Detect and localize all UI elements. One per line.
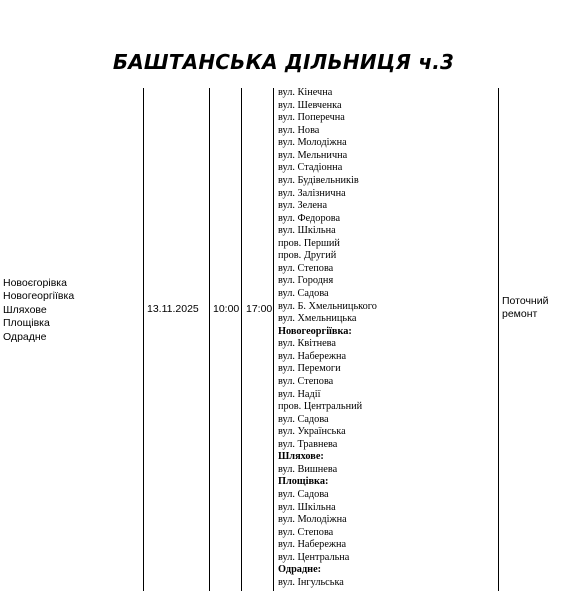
- street-item: вул. Б. Хмельницького: [278, 300, 377, 312]
- table-divider: [143, 88, 144, 591]
- street-item: вул. Поперечна: [278, 112, 345, 124]
- street-item: вул. Шкільна: [278, 225, 336, 237]
- street-item: вул. Хмельницька: [278, 313, 357, 325]
- street-item: вул. Вишнева: [278, 463, 338, 475]
- outage-date: 13.11.2025: [147, 303, 199, 315]
- settlement-heading: Шляхове:: [278, 451, 324, 463]
- street-item: вул. Нова: [278, 124, 320, 136]
- street-item: вул. Молодіжна: [278, 137, 347, 149]
- street-item: вул. Мельнична: [278, 149, 348, 161]
- page-title: БАШТАНСЬКА ДІЛЬНИЦЯ ч.3: [112, 50, 455, 74]
- streets-list: [278, 87, 498, 590]
- street-item: вул. Українська: [278, 426, 346, 438]
- street-item: вул. Степова: [278, 262, 334, 274]
- street-item: вул. Федорова: [278, 212, 341, 224]
- street-item: вул. Садова: [278, 413, 329, 425]
- time-from: 10:00: [213, 303, 240, 315]
- street-item: вул. Набережна: [278, 350, 347, 362]
- street-item: пров. Центральний: [278, 401, 363, 413]
- street-item: вул. Травнева: [278, 438, 338, 450]
- street-item: вул. Інгульська: [278, 576, 344, 588]
- street-item: вул. Кінечна: [278, 87, 333, 98]
- street-item: вул. Перемоги: [278, 363, 341, 375]
- street-item: вул. Залізнична: [278, 187, 346, 199]
- table-divider: [498, 88, 499, 591]
- street-item: вул. Квітнева: [278, 338, 336, 350]
- table-divider: [241, 88, 242, 591]
- settlement-name: Новоєгорівка: [3, 277, 67, 289]
- outage-reason: Поточний ремонт: [502, 295, 549, 321]
- street-item: вул. Садова: [278, 489, 329, 500]
- settlement-name: Шляхове: [3, 303, 47, 316]
- settlement-heading: Площівка:: [278, 476, 329, 488]
- settlement-heading: Новогеоргіївка:: [278, 325, 352, 337]
- street-item: вул. Набережна: [278, 539, 347, 551]
- table-divider: [273, 88, 274, 591]
- street-item: вул. Степова: [278, 526, 334, 538]
- street-item: вул. Молодіжна: [278, 514, 347, 526]
- street-item: вул. Зелена: [278, 200, 328, 212]
- settlement-name: Одрадне: [3, 330, 47, 343]
- street-item: вул. Центральна: [278, 551, 350, 563]
- street-item: вул. Надії: [278, 388, 321, 400]
- settlement-heading: Одрадне:: [278, 564, 322, 576]
- street-item: вул. Стадіонна: [278, 162, 343, 174]
- street-item: пров. Другий: [278, 250, 337, 262]
- street-item: вул. Шкільна: [278, 501, 336, 513]
- street-item: пров. Перший: [278, 237, 340, 249]
- street-item: вул. Степова: [278, 375, 334, 387]
- time-to: 17:00: [246, 303, 273, 315]
- settlements-cell: [3, 277, 143, 344]
- street-item: вул. Шевченка: [278, 99, 342, 111]
- settlement-name: Новогеоргіївка: [3, 290, 75, 303]
- table-divider: [209, 88, 210, 591]
- settlement-name: Площівка: [3, 317, 50, 330]
- street-item: вул. Будівельників: [278, 174, 359, 186]
- street-item: вул. Садова: [278, 288, 329, 299]
- street-item: вул. Городня: [278, 275, 334, 287]
